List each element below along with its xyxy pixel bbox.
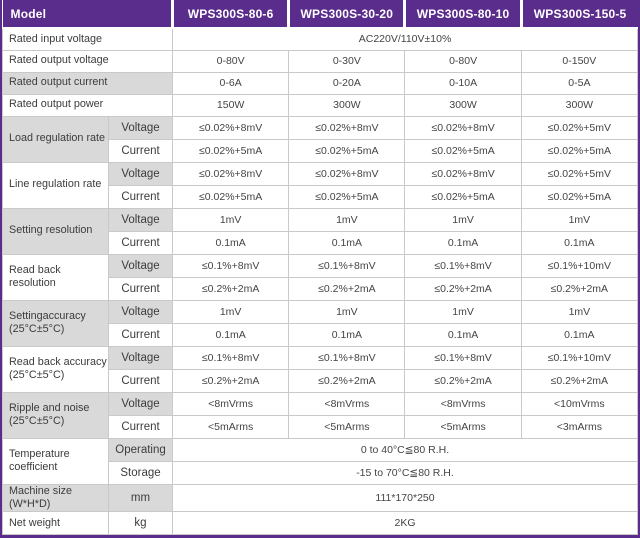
spec-value-cell: ≤0.2%+2mA (521, 369, 637, 392)
model-column-header: WPS300S-80-6 (173, 0, 289, 28)
spec-value-cell: ≤0.2%+2mA (405, 369, 521, 392)
model-column-header: WPS300S-30-20 (289, 0, 405, 28)
spec-row-machine-size (3, 484, 638, 512)
row-sublabel-current: Current (109, 323, 173, 346)
spec-value-cell: 300W (405, 94, 521, 116)
spec-value-cell: ≤0.02%+8mV (289, 162, 405, 185)
spec-value-cell: 1mV (173, 208, 289, 231)
spec-value-cell: ≤0.2%+2mA (405, 277, 521, 300)
spec-value-cell: <10mVrms (521, 392, 637, 415)
spec-value-cell: ≤0.02%+8mV (405, 162, 521, 185)
row-label-line1: Settingaccuracy (9, 309, 86, 322)
spec-value-cell: 1mV (405, 300, 521, 323)
spec-row-net-weight (3, 512, 638, 535)
row-sublabel-current: Current (109, 369, 173, 392)
spec-value-cell: 300W (521, 94, 637, 116)
spec-value-cell: 0.1mA (521, 323, 637, 346)
row-sublabel-voltage: Voltage (109, 162, 173, 185)
spec-row-setting-resolution-voltage (3, 208, 638, 231)
spec-value-cell: 1mV (521, 300, 637, 323)
spec-value-cell: ≤0.1%+8mV (405, 254, 521, 277)
row-sublabel-current: Current (109, 415, 173, 438)
row-sublabel-voltage: Voltage (109, 254, 173, 277)
spec-value-cell: 0-5A (521, 72, 637, 94)
spec-value-cell: ≤0.02%+5mA (173, 139, 289, 162)
row-label: Load regulation rate (3, 116, 109, 162)
row-sublabel-storage: Storage (109, 461, 173, 484)
spec-value-cell: ≤0.02%+8mV (289, 116, 405, 139)
spec-table (2, 0, 638, 535)
spec-value-cell: ≤0.02%+5mA (405, 139, 521, 162)
row-sublabel-unit-mm: mm (109, 484, 173, 512)
row-label: Setting resolution (3, 208, 109, 254)
spec-value-cell: 0.1mA (405, 323, 521, 346)
spec-value-cell: ≤0.02%+5mA (173, 185, 289, 208)
spec-value-cell: 0.1mA (173, 323, 289, 346)
spec-row-readback-accuracy-voltage (3, 346, 638, 369)
spec-value-cell: ≤0.02%+5mA (405, 185, 521, 208)
spec-value-cell: ≤0.2%+2mA (521, 277, 637, 300)
spec-value-cell: ≤0.1%+8mV (289, 254, 405, 277)
spec-value-cell: ≤0.1%+10mV (521, 254, 637, 277)
spec-value-cell: <8mVrms (405, 392, 521, 415)
spec-value-cell: 0-10A (405, 72, 521, 94)
spec-value-cell: AC220V/110V±10% (173, 28, 638, 50)
row-sublabel-current: Current (109, 231, 173, 254)
row-sublabel-current: Current (109, 185, 173, 208)
row-label: Rated output voltage (3, 50, 173, 72)
spec-value-cell: ≤0.2%+2mA (289, 369, 405, 392)
spec-value-cell: 0.1mA (289, 323, 405, 346)
spec-value-cell: ≤0.2%+2mA (289, 277, 405, 300)
spec-value-cell: 0-30V (289, 50, 405, 72)
row-sublabel-voltage: Voltage (109, 392, 173, 415)
spec-value-cell: <5mArms (405, 415, 521, 438)
model-column-header: WPS300S-80-10 (405, 0, 521, 28)
row-label (3, 300, 109, 346)
spec-value-cell: 0-20A (289, 72, 405, 94)
row-label (3, 346, 109, 392)
row-label: Rated output current (3, 72, 173, 94)
spec-row-line-regulation-voltage (3, 162, 638, 185)
spec-row-rated-output-power (3, 94, 638, 116)
spec-value-cell: 1mV (173, 300, 289, 323)
spec-row-rated-output-current (3, 72, 638, 94)
spec-value-cell: ≤0.02%+5mV (521, 162, 637, 185)
spec-value-cell: 0 to 40°C≦80 R.H. (173, 438, 638, 461)
spec-value-cell: ≤0.2%+2mA (173, 277, 289, 300)
spec-value-cell: <5mArms (289, 415, 405, 438)
spec-value-cell: ≤0.02%+5mA (289, 185, 405, 208)
row-label: Rated output power (3, 94, 173, 116)
row-label: Read back resolution (3, 254, 109, 300)
row-label-line1: Ripple and noise (9, 401, 90, 414)
row-label: Line regulation rate (3, 162, 109, 208)
spec-value-cell: 1mV (289, 208, 405, 231)
spec-value-cell: ≤0.1%+8mV (173, 254, 289, 277)
row-sublabel-voltage: Voltage (109, 208, 173, 231)
spec-value-cell: 0-80V (405, 50, 521, 72)
model-column-header: WPS300S-150-5 (521, 0, 637, 28)
spec-value-cell: ≤0.1%+10mV (521, 346, 637, 369)
row-label: Machine size (W*H*D) (3, 484, 109, 512)
spec-value-cell: 0-80V (173, 50, 289, 72)
row-label-line2: (25°C±5°C) (9, 369, 65, 381)
spec-value-cell: 0-6A (173, 72, 289, 94)
row-sublabel-current: Current (109, 277, 173, 300)
spec-value-cell: <3mArms (521, 415, 637, 438)
spec-row-temperature-operating (3, 438, 638, 461)
spec-value-cell: ≤0.1%+8mV (405, 346, 521, 369)
spec-row-readback-resolution-voltage (3, 254, 638, 277)
row-sublabel-voltage: Voltage (109, 116, 173, 139)
spec-row-load-regulation-voltage (3, 116, 638, 139)
header-row (3, 0, 638, 28)
spec-value-cell: <5mArms (173, 415, 289, 438)
spec-value-cell: 111*170*250 (173, 484, 638, 512)
row-sublabel-voltage: Voltage (109, 346, 173, 369)
spec-row-rated-input-voltage (3, 28, 638, 50)
spec-value-cell: 1mV (405, 208, 521, 231)
spec-value-cell: 0.1mA (521, 231, 637, 254)
spec-value-cell: ≤0.02%+8mV (405, 116, 521, 139)
spec-value-cell: ≤0.02%+5mV (521, 116, 637, 139)
row-sublabel-unit-kg: kg (109, 512, 173, 535)
spec-value-cell: ≤0.2%+2mA (173, 369, 289, 392)
row-label: Temperature coefficient (3, 438, 109, 484)
spec-row-ripple-noise-voltage (3, 392, 638, 415)
row-label-line2: (25°C±5°C) (9, 323, 65, 335)
spec-value-cell: 0.1mA (289, 231, 405, 254)
spec-value-cell: 0.1mA (173, 231, 289, 254)
spec-value-cell: ≤0.02%+8mV (173, 162, 289, 185)
spec-row-rated-output-voltage (3, 50, 638, 72)
row-sublabel-voltage: Voltage (109, 300, 173, 323)
spec-value-cell: 150W (173, 94, 289, 116)
spec-value-cell: ≤0.02%+5mA (521, 139, 637, 162)
row-label-line1: Read back accuracy (9, 355, 107, 368)
row-label (3, 392, 109, 438)
spec-value-cell: <8mVrms (173, 392, 289, 415)
spec-value-cell: ≤0.1%+8mV (289, 346, 405, 369)
spec-value-cell: 1mV (521, 208, 637, 231)
row-label: Rated input voltage (3, 28, 173, 50)
row-sublabel-current: Current (109, 139, 173, 162)
spec-value-cell: ≤0.1%+8mV (173, 346, 289, 369)
spec-value-cell: 0.1mA (405, 231, 521, 254)
spec-value-cell: ≤0.02%+5mA (289, 139, 405, 162)
spec-value-cell: -15 to 70°C≦80 R.H. (173, 461, 638, 484)
spec-value-cell: 0-150V (521, 50, 637, 72)
row-sublabel-operating: Operating (109, 438, 173, 461)
spec-value-cell: 2KG (173, 512, 638, 535)
spec-value-cell: 1mV (289, 300, 405, 323)
model-header-cell: Model (3, 0, 173, 28)
spec-value-cell: <8mVrms (289, 392, 405, 415)
row-label: Net weight (3, 512, 109, 535)
spec-row-setting-accuracy-voltage (3, 300, 638, 323)
row-label-line2: (25°C±5°C) (9, 415, 65, 427)
spec-value-cell: ≤0.02%+8mV (173, 116, 289, 139)
spec-value-cell: 300W (289, 94, 405, 116)
spec-value-cell: ≤0.02%+5mA (521, 185, 637, 208)
